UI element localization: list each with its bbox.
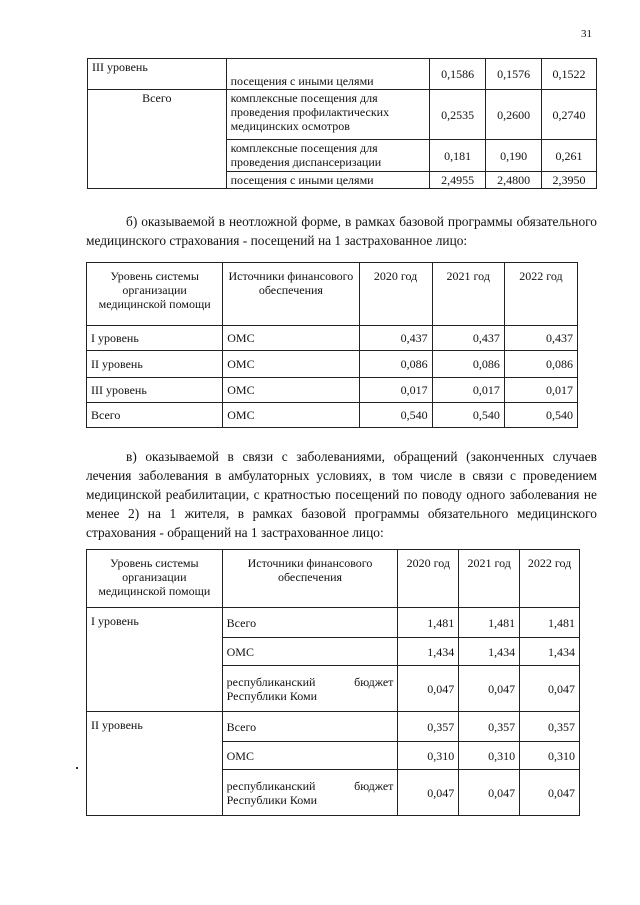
value-cell: 2,4955: [430, 172, 486, 189]
table-visits-continuation: [87, 58, 597, 189]
value-cell: 0,357: [398, 712, 459, 742]
value-cell: 0,017: [359, 378, 432, 403]
source-cell: ОМС: [223, 378, 359, 403]
value-cell: 0,437: [432, 326, 504, 351]
table-row: [87, 403, 578, 428]
header-2020: 2020 год: [398, 550, 459, 608]
kind-cell: комплексные посещения для проведения диспансеризации: [226, 140, 430, 172]
value-cell: 0,357: [459, 712, 520, 742]
header-2021: 2021 год: [459, 550, 520, 608]
value-cell: 1,481: [520, 608, 580, 638]
table-row: [87, 326, 578, 351]
value-cell: 0,2535: [430, 90, 486, 140]
value-cell: 0,086: [504, 351, 577, 378]
value-cell: 0,047: [398, 770, 459, 816]
table-header-row: [87, 550, 580, 608]
header-2021: 2021 год: [432, 263, 504, 326]
value-cell: 0,047: [520, 770, 580, 816]
level-cell: I уровень: [87, 608, 223, 712]
value-cell: 1,481: [459, 608, 520, 638]
paragraph-v: в) оказываемой в связи с заболеваниями, обращений (законченных случаев лечения заболевания в амбулаторных условиях, в том числе в связи с проведением медицинской реабилитации, с кратностью посещений по поводу одного заболевания не менее 2) на 1 жителя, в рамках базовой программы обязательного медицинского страхования - обращений на 1 застрахованное лицо:: [86, 449, 597, 540]
source-cell: Всего: [222, 608, 398, 638]
value-cell: 0,086: [432, 351, 504, 378]
value-cell: 0,1522: [542, 59, 597, 90]
value-cell: 0,437: [359, 326, 432, 351]
kind-cell: посещения с иными целями: [226, 59, 430, 90]
source-cell: республиканский бюджет Республики Коми: [222, 666, 398, 712]
value-cell: 1,434: [459, 638, 520, 666]
source-cell: ОМС: [223, 351, 359, 378]
header-2020: 2020 год: [359, 263, 432, 326]
table-row: [87, 712, 580, 742]
table-row: [87, 351, 578, 378]
value-cell: 0,047: [520, 666, 580, 712]
value-cell: 0,047: [459, 666, 520, 712]
kind-cell: посещения с иными целями: [226, 172, 430, 189]
value-cell: 0,2600: [486, 90, 542, 140]
value-cell: 0,086: [359, 351, 432, 378]
table-row: [87, 608, 580, 638]
level-cell: III уровень: [88, 59, 227, 90]
value-cell: 0,047: [398, 666, 459, 712]
value-cell: 2,4800: [486, 172, 542, 189]
header-source: Источники финансового обеспечения: [222, 550, 398, 608]
value-cell: 0,1576: [486, 59, 542, 90]
value-cell: 0,540: [504, 403, 577, 428]
value-cell: 0,1586: [430, 59, 486, 90]
value-cell: 0,310: [520, 742, 580, 770]
source-cell: ОМС: [222, 638, 398, 666]
value-cell: 0,540: [359, 403, 432, 428]
source-cell: ОМС: [223, 403, 359, 428]
kind-cell: комплексные посещения для проведения профилактических медицинских осмотров: [226, 90, 430, 140]
value-cell: 0,261: [542, 140, 597, 172]
level-cell: II уровень: [87, 351, 223, 378]
value-cell: 0,357: [520, 712, 580, 742]
table-row: [88, 90, 597, 140]
value-cell: 0,181: [430, 140, 486, 172]
value-cell: 1,434: [520, 638, 580, 666]
header-level: Уровень системы организации медицинской помощи: [87, 550, 223, 608]
value-cell: 0,190: [486, 140, 542, 172]
table-row: [87, 378, 578, 403]
source-cell: республиканский бюджет Республики Коми: [222, 770, 398, 816]
source-cell: ОМС: [222, 742, 398, 770]
value-cell: 0,437: [504, 326, 577, 351]
value-cell: 0,2740: [542, 90, 597, 140]
table-header-row: [87, 263, 578, 326]
value-cell: 1,434: [398, 638, 459, 666]
paragraph-b: б) оказываемой в неотложной форме, в рамках базовой программы обязательного медицинского страхования - посещений на 1 застрахованное лицо:: [86, 214, 597, 248]
value-cell: 0,017: [504, 378, 577, 403]
header-level: Уровень системы организации медицинской помощи: [87, 263, 223, 326]
header-2022: 2022 год: [520, 550, 580, 608]
level-cell: I уровень: [87, 326, 223, 351]
page-number: 31: [581, 28, 592, 40]
header-2022: 2022 год: [504, 263, 577, 326]
table-row: [88, 59, 597, 90]
value-cell: 1,481: [398, 608, 459, 638]
value-cell: 0,047: [459, 770, 520, 816]
source-cell: Всего: [222, 712, 398, 742]
level-cell: Всего: [87, 403, 223, 428]
value-cell: 0,017: [432, 378, 504, 403]
source-cell: ОМС: [223, 326, 359, 351]
value-cell: 0,310: [459, 742, 520, 770]
header-source: Источники финансового обеспечения: [223, 263, 359, 326]
level-cell: II уровень: [87, 712, 223, 816]
level-cell: III уровень: [87, 378, 223, 403]
scan-speck: [76, 767, 78, 769]
level-cell: Всего: [88, 90, 227, 189]
value-cell: 0,540: [432, 403, 504, 428]
value-cell: 0,310: [398, 742, 459, 770]
table-emergency-visits: [86, 262, 578, 428]
table-disease-appeals: [86, 549, 580, 816]
value-cell: 2,3950: [542, 172, 597, 189]
